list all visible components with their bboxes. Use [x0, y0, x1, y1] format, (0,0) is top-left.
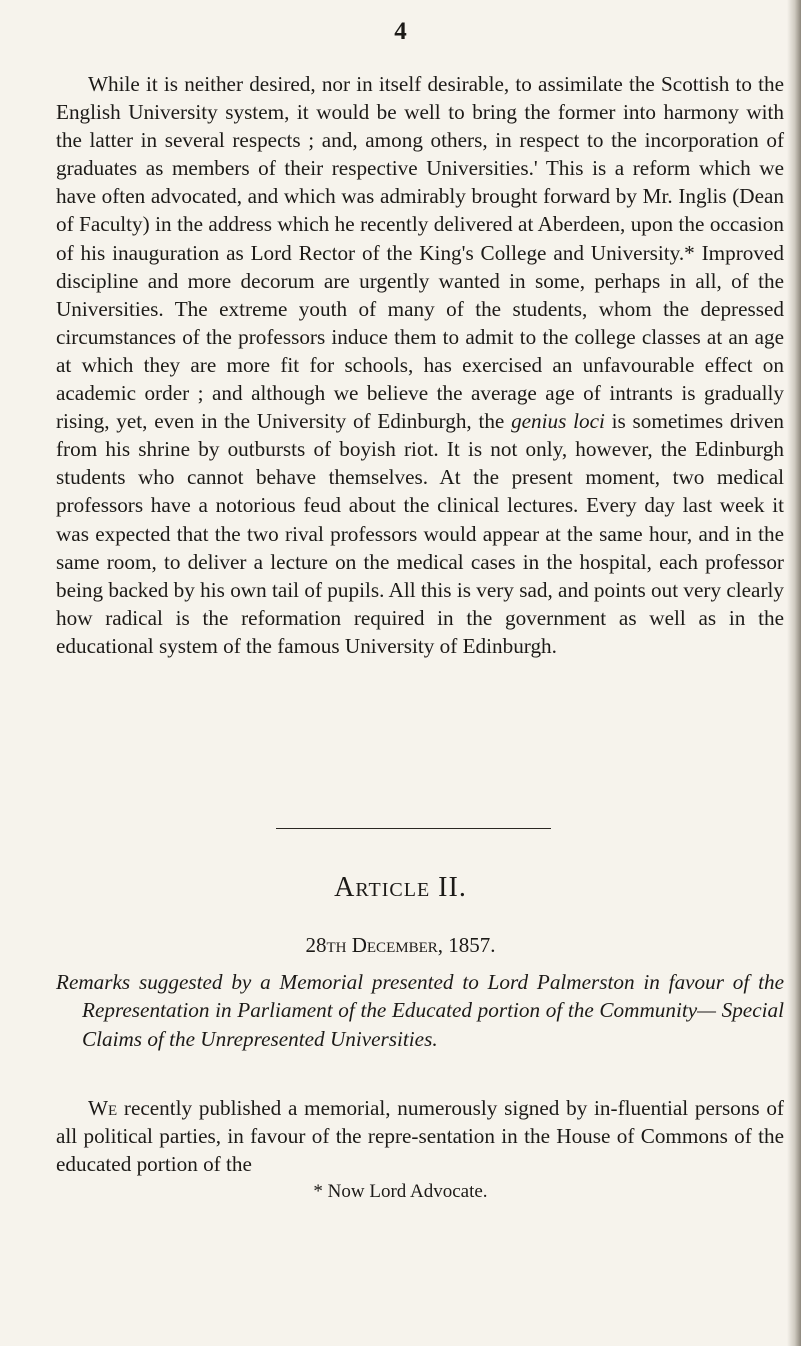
paragraph-text-start: While it is neither desired, nor in itself desirable, to assimilate the Scottish to the English University system, it would be well to bring the former into harmony with the latter in several respects ; and, among others, in respect to the incorporation of graduates as members of their respective Universities.' This is a reform which we have often advocated, and which was admirably brought forward by Mr. Inglis (Dean of Faculty) in the address which he recently delivered at Aberdeen, upon the occasion of his inauguration as Lord Rector of the King's College and University.* Improved discipline and more decorum are urgently wanted in some, perhaps in all, of the Universities. The extreme youth of many of the students, whom the depressed circumstances of the professors induce them to admit to the college classes at an age at which they are more fit for schools, has exercised an unfavourable effect on academic order ; and although we believe the average age of intrants is gradually rising, yet, even in the University of Edinburgh, the — [56, 72, 784, 434]
page-edge-shadow — [787, 0, 801, 1346]
article-subtitle: Remarks suggested by a Memorial presented to Lord Palmerston in favour of the Representation in Parliament of the Educated portion of the Community— Special Claims of the Unrepresented Universities. — [56, 970, 784, 1051]
body-paragraph — [56, 70, 784, 660]
article-heading: Article II. — [334, 872, 467, 903]
article-lead-word: We — [88, 1096, 118, 1120]
article-paragraph-text: recently published a memorial, numerously signed by in-fluential persons of all political parties, in favour of the repre-sentation in the House of Commons of the educated portion of the — [56, 1096, 784, 1177]
section-divider — [276, 828, 551, 829]
article-date: 28th December, 1857. — [305, 933, 496, 957]
footnote: * Now Lord Advocate. — [313, 1181, 488, 1202]
article-paragraph — [56, 1094, 784, 1178]
page-number: 4 — [394, 18, 407, 45]
paragraph-text-end: is sometimes driven from his shrine by outbursts of boyish riot. It is not only, however, the Edinburgh students who cannot behave themselves. At the present moment, two medical professors have a notorious feud about the clinical lectures. Every day last week it was expected that the two rival professors would appear at the same hour, and in the same room, to deliver a lecture on the medical cases in the hospital, each professor being backed by his own tail of pupils. All this is very sad, and points out very clearly how radical is the reformation required in the government as well as in the educational system of the famous University of Edinburgh. — [56, 409, 784, 658]
italic-phrase: genius loci — [511, 409, 605, 434]
